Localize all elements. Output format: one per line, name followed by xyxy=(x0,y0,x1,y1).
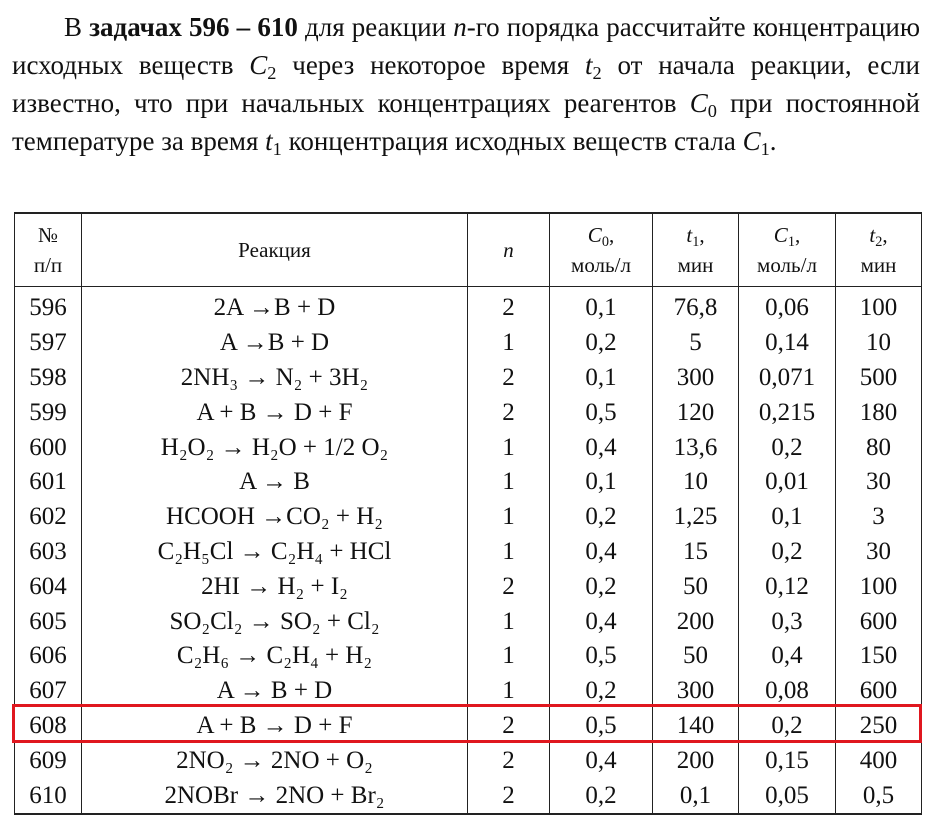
cell-c1: 0,01 xyxy=(739,465,836,500)
cell-reaction: 2NOBr → 2NO + Br₂ xyxy=(82,778,468,814)
table-row xyxy=(15,395,922,430)
cell-reaction: A + B → D + F xyxy=(82,709,468,744)
cell-t2: 30 xyxy=(836,535,922,570)
c-symbol: C xyxy=(742,126,761,156)
t-symbol: t xyxy=(869,223,876,247)
header-t2: $t_2$, мин xyxy=(836,213,922,287)
unit-label: мин xyxy=(677,253,714,277)
cell-reaction: 2NO₂ → 2NO + O₂ xyxy=(82,743,468,778)
cell-c0: 0,5 xyxy=(550,395,653,430)
table-row xyxy=(15,430,922,465)
cell-c0: 0,1 xyxy=(550,361,653,396)
subscript: 2 xyxy=(592,63,602,84)
intro-text: через некоторое время xyxy=(276,50,585,80)
intro-text: для реакции xyxy=(297,12,454,42)
cell-t1: 120 xyxy=(653,395,739,430)
table-row xyxy=(15,535,922,570)
cell-t1: 300 xyxy=(653,361,739,396)
cell-t1: 300 xyxy=(653,674,739,709)
c-symbol: C xyxy=(689,88,708,118)
table-header-row xyxy=(15,213,922,287)
intro-text: В xyxy=(64,12,90,42)
cell-t1: 10 xyxy=(653,465,739,500)
cell-reaction: C₂H₅Cl → C₂H₄ + HCl xyxy=(82,535,468,570)
intro-text: -го порядка рассчитайте концентрацию исходных веществ xyxy=(12,12,920,80)
cell-c0: 0,2 xyxy=(550,778,653,814)
cell-t1: 50 xyxy=(653,569,739,604)
cell-n: 1 xyxy=(468,500,550,535)
table-row xyxy=(15,465,922,500)
cell-t2: 80 xyxy=(836,430,922,465)
cell-c0: 0,2 xyxy=(550,500,653,535)
cell-t2: 250 xyxy=(836,709,922,744)
subscript: 1 xyxy=(760,139,770,160)
table-row xyxy=(15,709,922,744)
cell-n: 1 xyxy=(468,639,550,674)
cell-num: 598 xyxy=(15,361,82,396)
table-row xyxy=(15,778,922,814)
cell-reaction: A → B xyxy=(82,465,468,500)
table-row xyxy=(15,569,922,604)
cell-n: 2 xyxy=(468,395,550,430)
cell-c1: 0,15 xyxy=(739,743,836,778)
cell-c1: 0,1 xyxy=(739,500,836,535)
cell-n: 1 xyxy=(468,430,550,465)
table-row xyxy=(15,500,922,535)
cell-c0: 0,2 xyxy=(550,674,653,709)
task-range: задачах 596 – 610 xyxy=(89,12,298,42)
cell-reaction: C₂H₆ → C₂H₄ + H₂ xyxy=(82,639,468,674)
subscript: 1 xyxy=(692,233,700,250)
cell-t2: 10 xyxy=(836,326,922,361)
header-num-symbol: № xyxy=(37,223,59,247)
c-symbol: C xyxy=(587,223,602,247)
cell-num: 596 xyxy=(15,287,82,326)
header-order: n xyxy=(468,213,550,287)
unit-label: моль/л xyxy=(757,253,817,277)
cell-c1: 0,06 xyxy=(739,287,836,326)
intro-text: от начала реакции, если известно, что при начальных концентрациях реагентов xyxy=(12,50,920,118)
unit-label: моль/л xyxy=(571,253,631,277)
cell-t1: 200 xyxy=(653,604,739,639)
cell-c0: 0,5 xyxy=(550,709,653,744)
subscript: 1 xyxy=(272,139,282,160)
table-body xyxy=(15,287,922,814)
cell-n: 2 xyxy=(468,709,550,744)
t-symbol: t xyxy=(265,126,273,156)
cell-t2: 30 xyxy=(836,465,922,500)
cell-c0: 0,1 xyxy=(550,465,653,500)
subscript: 2 xyxy=(267,63,277,84)
c-symbol: C xyxy=(249,50,268,80)
cell-num: 602 xyxy=(15,500,82,535)
cell-n: 1 xyxy=(468,674,550,709)
cell-c1: 0,071 xyxy=(739,361,836,396)
cell-num: 603 xyxy=(15,535,82,570)
cell-t2: 150 xyxy=(836,639,922,674)
cell-c1: 0,2 xyxy=(739,535,836,570)
subscript: 0 xyxy=(707,101,717,122)
cell-reaction: H₂O₂ → H₂O + 1/2 O₂ xyxy=(82,430,468,465)
table-row xyxy=(15,361,922,396)
cell-c1: 0,3 xyxy=(739,604,836,639)
cell-c1: 0,08 xyxy=(739,674,836,709)
cell-n: 1 xyxy=(468,604,550,639)
cell-t2: 500 xyxy=(836,361,922,396)
cell-t2: 400 xyxy=(836,743,922,778)
cell-reaction: 2NH₃ → N₂ + 3H₂ xyxy=(82,361,468,396)
cell-n: 2 xyxy=(468,743,550,778)
table-row xyxy=(15,743,922,778)
cell-t2: 0,5 xyxy=(836,778,922,814)
cell-t2: 100 xyxy=(836,287,922,326)
cell-c0: 0,2 xyxy=(550,326,653,361)
table-row xyxy=(15,326,922,361)
cell-num: 609 xyxy=(15,743,82,778)
table-row xyxy=(15,639,922,674)
cell-num: 599 xyxy=(15,395,82,430)
cell-t1: 15 xyxy=(653,535,739,570)
cell-t2: 3 xyxy=(836,500,922,535)
header-reaction: Реакция xyxy=(82,213,468,287)
cell-c0: 0,1 xyxy=(550,287,653,326)
header-c0: $C_0$, моль/л xyxy=(550,213,653,287)
cell-c0: 0,4 xyxy=(550,743,653,778)
intro-text: концентрация исходных веществ стала xyxy=(281,126,743,156)
cell-n: 1 xyxy=(468,535,550,570)
cell-n: 2 xyxy=(468,361,550,396)
table-row xyxy=(15,287,922,326)
cell-num: 600 xyxy=(15,430,82,465)
table-row xyxy=(15,674,922,709)
cell-t1: 200 xyxy=(653,743,739,778)
unit-label: мин xyxy=(860,253,897,277)
cell-num: 610 xyxy=(15,778,82,814)
cell-c1: 0,4 xyxy=(739,639,836,674)
cell-c1: 0,215 xyxy=(739,395,836,430)
cell-n: 1 xyxy=(468,326,550,361)
header-c1: $C_1$, моль/л xyxy=(739,213,836,287)
cell-n: 2 xyxy=(468,287,550,326)
header-number xyxy=(15,213,82,287)
cell-reaction: A → B + D xyxy=(82,674,468,709)
cell-c1: 0,12 xyxy=(739,569,836,604)
cell-t1: 1,25 xyxy=(653,500,739,535)
cell-num: 606 xyxy=(15,639,82,674)
cell-c1: 0,05 xyxy=(739,778,836,814)
cell-num: 608 xyxy=(15,709,82,744)
cell-c0: 0,4 xyxy=(550,604,653,639)
cell-reaction: A + B → D + F xyxy=(82,395,468,430)
cell-c0: 0,4 xyxy=(550,535,653,570)
table-row xyxy=(15,604,922,639)
cell-t1: 13,6 xyxy=(653,430,739,465)
t-symbol: t xyxy=(686,223,693,247)
order-symbol: n xyxy=(453,12,467,42)
cell-t2: 600 xyxy=(836,604,922,639)
intro-text: . xyxy=(769,126,777,156)
cell-t1: 5 xyxy=(653,326,739,361)
cell-c1: 0,14 xyxy=(739,326,836,361)
c-symbol: C xyxy=(773,223,788,247)
cell-reaction: 2A →B + D xyxy=(82,287,468,326)
cell-t2: 180 xyxy=(836,395,922,430)
cell-c0: 0,5 xyxy=(550,639,653,674)
cell-t1: 50 xyxy=(653,639,739,674)
intro-text: при постоянной температуре за время xyxy=(12,88,921,156)
cell-num: 597 xyxy=(15,326,82,361)
cell-c1: 0,2 xyxy=(739,430,836,465)
cell-reaction: A →B + D xyxy=(82,326,468,361)
cell-reaction: SO₂Cl₂ → SO₂ + Cl₂ xyxy=(82,604,468,639)
cell-num: 601 xyxy=(15,465,82,500)
cell-t1: 140 xyxy=(653,709,739,744)
cell-t2: 600 xyxy=(836,674,922,709)
cell-c1: 0,2 xyxy=(739,709,836,744)
subscript: 1 xyxy=(787,233,795,250)
subscript: 0 xyxy=(601,233,609,250)
header-t1: $t_1$, мин xyxy=(653,213,739,287)
cell-n: 2 xyxy=(468,778,550,814)
problem-statement xyxy=(12,8,920,160)
cell-n: 2 xyxy=(468,569,550,604)
cell-reaction: 2HI → H₂ + I₂ xyxy=(82,569,468,604)
t-symbol: t xyxy=(584,50,593,80)
subscript: 2 xyxy=(875,233,883,250)
cell-t1: 76,8 xyxy=(653,287,739,326)
cell-num: 604 xyxy=(15,569,82,604)
cell-n: 1 xyxy=(468,465,550,500)
cell-c0: 0,2 xyxy=(550,569,653,604)
reaction-data-table xyxy=(14,212,922,815)
cell-reaction: HCOOH →CO₂ + H₂ xyxy=(82,500,468,535)
header-num-label: п/п xyxy=(33,253,63,277)
cell-t1: 0,1 xyxy=(653,778,739,814)
cell-num: 605 xyxy=(15,604,82,639)
cell-t2: 100 xyxy=(836,569,922,604)
cell-num: 607 xyxy=(15,674,82,709)
cell-c0: 0,4 xyxy=(550,430,653,465)
